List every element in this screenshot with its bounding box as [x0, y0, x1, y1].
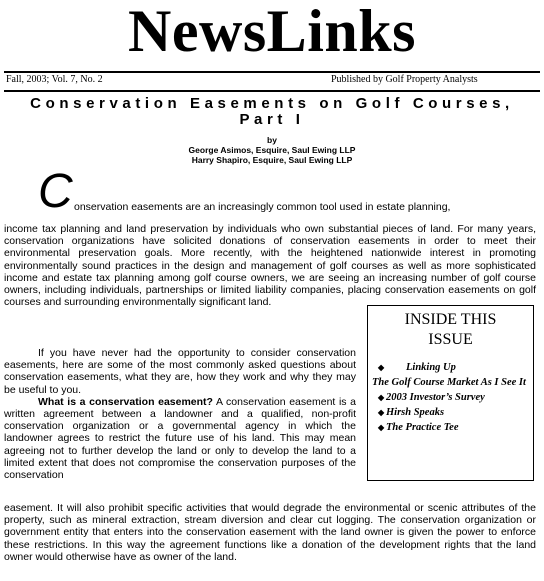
diamond-bullet-icon: ◆ — [378, 393, 385, 402]
article-paragraph-4: easement. It will also prohibit specific activities that would degrade the environmental or scenic attributes of the property, such as mineral extraction, stream diversion and clear cut logging. The conservation organization or government entity that enters into the conservation easement with the land owner is given the power to enforce these restrictions. In this way the agreement functions like a donation of the development rights that the land owner would otherwise have as owner of the land. — [4, 502, 536, 563]
masthead-title: NewsLinks — [128, 0, 416, 64]
sidebar-list — [368, 360, 533, 435]
sidebar-item-hirsh-speaks[interactable] — [378, 405, 529, 420]
byline-by: by — [267, 135, 277, 145]
article-paragraph-2: If you have never had the opportunity to consider conservation easements, here are some of the most commonly asked questions about conservation easements, what they are, how they work and why they may be useful to you. — [4, 347, 356, 396]
sidebar-title — [368, 310, 533, 350]
article-title-line2: Part I — [239, 111, 305, 128]
diamond-bullet-icon: ◆ — [378, 408, 385, 417]
drop-cap: C — [38, 165, 73, 218]
sidebar-item-linking-up[interactable] — [378, 360, 529, 375]
sidebar-item-label: 2003 Investor’s Survey — [386, 392, 485, 403]
sidebar-item-practice-tee[interactable] — [378, 420, 529, 435]
article-title — [0, 96, 544, 128]
diamond-bullet-icon: ◆ — [378, 423, 385, 432]
inside-this-issue-box — [367, 305, 534, 481]
article-title-line1: Conservation Easements on Golf Courses, — [30, 95, 514, 112]
sidebar-item-label: Linking Up — [406, 362, 456, 373]
sidebar-item-label: The Golf Course Market As I See It — [372, 377, 526, 388]
issue-bar — [4, 71, 540, 92]
author-2: Harry Shapiro, Esquire, Saul Ewing LLP — [191, 155, 353, 165]
sidebar-title-line1: INSIDE THIS — [404, 311, 497, 328]
article-paragraph-3 — [4, 396, 356, 481]
sidebar-item-golf-course-market[interactable] — [372, 375, 529, 390]
byline — [0, 135, 544, 165]
sidebar-item-investors-survey[interactable] — [378, 390, 529, 405]
sidebar-item-label: The Practice Tee — [386, 422, 459, 433]
sidebar-item-label: Hirsh Speaks — [386, 407, 445, 418]
sidebar-title-line2: ISSUE — [428, 331, 473, 348]
publisher-info: Published by Golf Property Analysts — [331, 74, 478, 85]
diamond-bullet-icon: ◆ — [378, 363, 385, 372]
question-answer: A conservation easement is a written agreement between a landowner and a qualified, non-profit conservation organization or a governmental agency in which the landowner agrees to restrict the future use of his land. This may mean agreeing not to further develop the land or only to develop the land to a limited extent that does not compromise the conservation purposes of the conservation — [4, 395, 357, 482]
issue-info: Fall, 2003; Vol. 7, No. 2 — [6, 74, 103, 85]
author-1: George Asimos, Esquire, Saul Ewing LLP — [188, 145, 356, 155]
article-first-line: onservation easements are an increasingly common tool used in estate planning, — [74, 201, 451, 213]
article-paragraph-1: income tax planning and land preservation by individuals who own substantial pieces of land. For many years, conservation organizations have solicited donations of conservation easements in order to meet their environmental preservation goals. More recently, with the heightened nationwide interest in promoting environmentally sound practices in the design and management of golf courses as well as more sophisticated income and estate tax planning among golf course owners, we are seeing an increasing number of golf course owners, including individuals, partnerships or limited liability companies, placing conservation easements on golf courses and surrounding environmentally significant land. — [4, 223, 536, 309]
article-left-column — [4, 347, 356, 481]
question-heading: What is a conservation easement? — [38, 395, 213, 408]
